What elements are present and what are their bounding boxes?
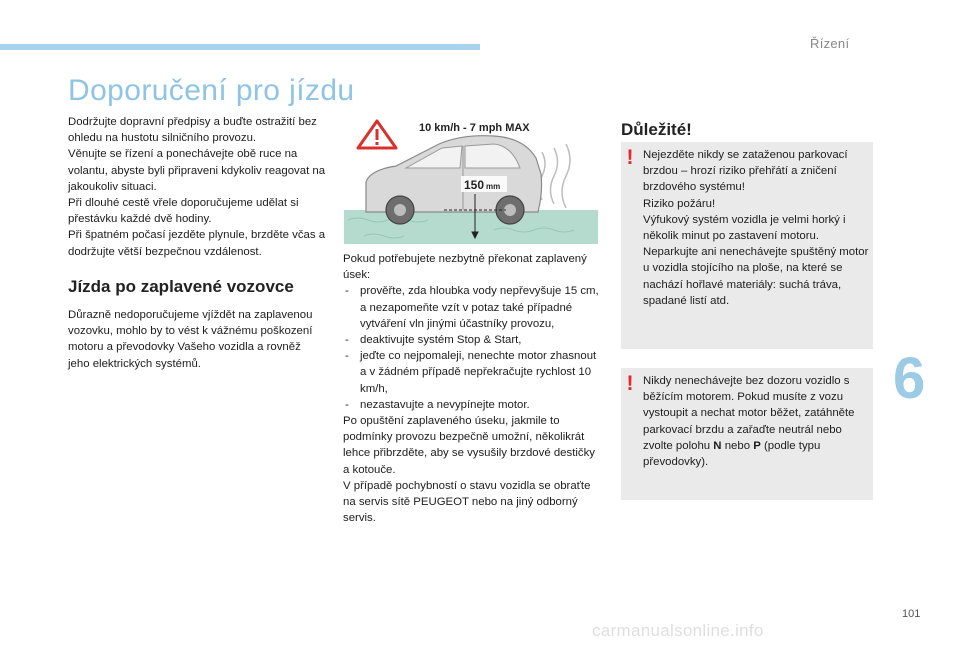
list-item: - deaktivujte systém Stop & Start, [343, 332, 601, 348]
warning-paragraph: Výfukový systém vozidla je velmi horký i několik minut po zastavení motoru. [643, 213, 846, 243]
flooded-road-procedure [343, 251, 601, 526]
intro-paragraph: Dodržujte dopravní předpisy a buďte ostražití bez ohledu na hustotu silničního provozu. [68, 116, 317, 145]
page-number: 101 [902, 608, 921, 620]
warning-text [643, 147, 869, 309]
chapter-number: 6 [893, 346, 926, 411]
warning-text [643, 373, 869, 470]
warning-box-brakes [621, 142, 873, 349]
flooded-road-text: Důrazně nedoporučujeme vjíždět na zaplavenou vozovku, mohlo by to vést k vážnému poškození motoru a převodovky Vašeho vozidla a rovněž jeho elektrických systémů. [68, 309, 313, 370]
warning-text-part: (podle typu převodovky). [643, 439, 821, 469]
procedure-after: Po opuštění zaplaveného úseku, jakmile to podmínky provozu bezpečně umožní, několikrát lehce přibrzděte, aby se vysušily brzdové destičky a kotouče. [343, 415, 595, 476]
list-item: - prověřte, zda hloubka vody nepřevyšuje 15 cm, a nezapomeňte vzít v potaz také případné vytváření vln jinými účastníky provozu, [343, 283, 601, 332]
page-title: Doporučení pro jízdu [68, 74, 355, 107]
gear-position-n: N [713, 439, 722, 452]
watermark: carmanualsonline.info [592, 621, 764, 640]
gear-position-p: P [753, 439, 761, 452]
intro-paragraph: Při špatném počasí jezděte plynule, brzděte včas a dodržujte větší bezpečnou vzdálenost. [68, 229, 326, 258]
water-depth-unit: mm [486, 182, 501, 191]
important-heading: Důležité! [621, 120, 692, 139]
warning-paragraph: Riziko požáru! [643, 197, 716, 210]
warning-paragraph: Nejezděte nikdy se zataženou parkovací brzdou – hrozí riziko přehřátí a zničení brzdového systému! [643, 149, 848, 194]
exclamation-icon: ! [626, 372, 634, 395]
water-surface [344, 210, 598, 244]
section-name: Řízení [810, 36, 850, 51]
warning-paragraph: Neparkujte ani nenechávejte spuštěný motor u vozidla stojícího na ploše, na které se nachází hořlavé materiály: suchá tráva, spadané listí atd. [643, 246, 869, 307]
speed-limit-label: 10 km/h - 7 mph MAX [419, 122, 530, 134]
list-item: - nezastavujte a nevypínejte motor. [343, 397, 601, 413]
wave-lines [539, 144, 570, 208]
flooded-road-heading: Jízda po zaplavené vozovce [68, 277, 294, 296]
warning-text-part: Nikdy nenechávejte bez dozoru vozidlo s běžícím motorem. Pokud musíte z vozu vystoupit a nechat motor běžet, zatáhněte parkovací brzdu a zařaďte neutrál nebo zvolte polohu [643, 375, 855, 452]
intro-paragraph: Při dlouhé cestě vřele doporučujeme udělat si přestávku každé dvě hodiny. [68, 197, 299, 226]
warning-triangle-icon [358, 121, 396, 148]
flooded-road-illustration [344, 112, 598, 244]
intro-paragraph: Věnujte se řízení a ponechávejte obě ruce na volantu, abyste byli připraveni kdykoliv reagovat na jakoukoliv situaci. [68, 148, 326, 193]
warning-box-unattended [621, 368, 873, 500]
procedure-service: V případě pochybností o stavu vozidla se obraťte na servis sítě PEUGEOT nebo na jiný odborný servis. [343, 479, 591, 525]
exclamation-icon: ! [626, 146, 634, 169]
intro-text [68, 114, 326, 260]
water-depth-value: 150 [464, 178, 485, 192]
list-item: - jeďte co nejpomaleji, nenechte motor zhasnout a v žádném případě nepřekračujte rychlost 10 km/h, [343, 348, 601, 397]
procedure-list [343, 283, 601, 413]
procedure-intro: Pokud potřebujete nezbytně překonat zaplavený úsek: [343, 253, 587, 282]
warning-text-part: nebo [721, 439, 754, 452]
header-accent-bar [0, 44, 480, 50]
